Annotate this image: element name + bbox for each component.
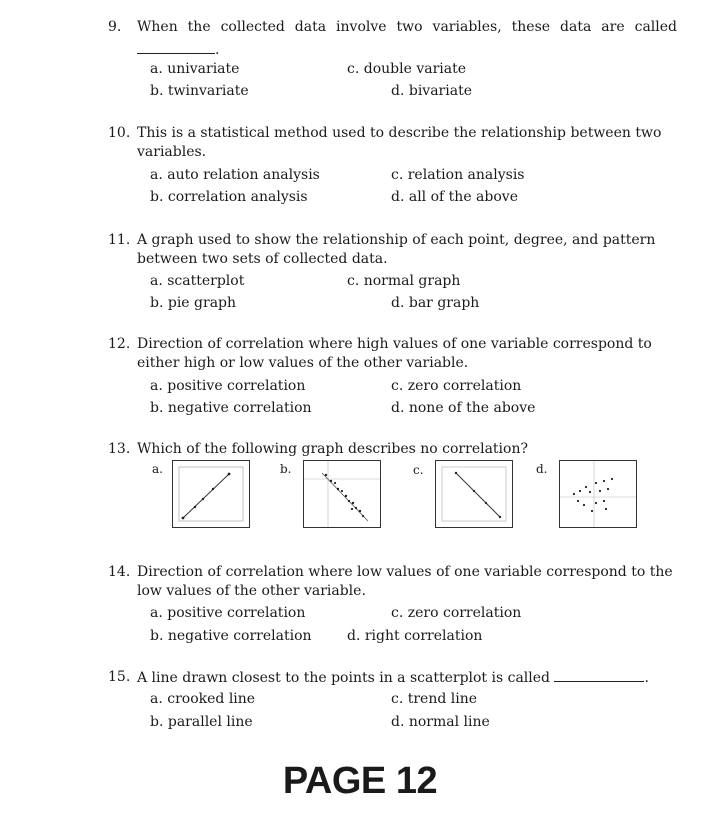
question-number: 9. [108, 19, 122, 35]
option-c[interactable]: c. double variate [347, 61, 467, 77]
option-a[interactable]: a. auto relation analysis [150, 167, 320, 183]
blank-suffix: . [644, 670, 649, 686]
question-number: 13. [108, 441, 131, 457]
option-c[interactable]: c. zero correlation [391, 605, 522, 621]
option-d[interactable]: d. bivariate [391, 83, 472, 99]
graph-option-c[interactable] [435, 460, 513, 528]
option-a[interactable]: a. crooked line [150, 691, 256, 707]
option-d[interactable]: d. normal line [391, 714, 490, 730]
option-c[interactable]: c. trend line [391, 691, 478, 707]
positive-correlation-graph-icon [173, 461, 249, 527]
question-text: A graph used to show the relationship of each point, degree, and pattern between two sets of collected data. [137, 232, 656, 267]
question-text: Which of the following graph describes no correlation? [137, 441, 528, 457]
graph-option-d[interactable] [559, 460, 637, 528]
option-d[interactable]: d. all of the above [391, 189, 518, 205]
blank-suffix: . [215, 42, 220, 58]
answer-blank[interactable] [137, 40, 215, 54]
no-correlation-graph-icon [560, 461, 636, 527]
question-number: 10. [108, 125, 131, 141]
option-b[interactable]: b. negative correlation [150, 628, 312, 644]
option-b[interactable]: b. parallel line [150, 714, 253, 730]
graph-label-a: a. [152, 462, 163, 476]
option-d[interactable]: d. bar graph [391, 295, 480, 311]
graph-option-a[interactable] [172, 460, 250, 528]
question-text: Direction of correlation where low values of one variable correspond to the low values of the other variable. [137, 564, 673, 599]
negative-scatter-graph-icon [304, 461, 380, 527]
question-number: 14. [108, 564, 131, 580]
graph-option-b[interactable] [303, 460, 381, 528]
option-b[interactable]: b. pie graph [150, 295, 237, 311]
option-b[interactable]: b. twinvariate [150, 83, 249, 99]
question-text: Direction of correlation where high values of one variable correspond to either high or low values of the other variable. [137, 336, 652, 371]
option-a[interactable]: a. positive correlation [150, 378, 306, 394]
negative-line-graph-icon [436, 461, 512, 527]
question-number: 15. [108, 669, 131, 685]
option-b[interactable]: b. negative correlation [150, 400, 312, 416]
option-a[interactable]: a. scatterplot [150, 273, 245, 289]
question-number: 12. [108, 336, 131, 352]
option-c[interactable]: c. relation analysis [391, 167, 525, 183]
option-a[interactable]: a. univariate [150, 61, 240, 77]
option-d[interactable]: d. right correlation [347, 628, 483, 644]
question-text: This is a statistical method used to describe the relationship between two variables. [137, 125, 662, 160]
question-number: 11. [108, 232, 131, 248]
graph-label-c: c. [413, 463, 424, 477]
question-text: A line drawn closest to the points in a scatterplot is called [137, 670, 551, 686]
option-d[interactable]: d. none of the above [391, 400, 536, 416]
option-c[interactable]: c. zero correlation [391, 378, 522, 394]
graph-label-b: b. [280, 462, 292, 476]
page-number-label: PAGE 12 [282, 760, 438, 802]
option-b[interactable]: b. correlation analysis [150, 189, 308, 205]
graph-label-d: d. [536, 462, 548, 476]
option-c[interactable]: c. normal graph [347, 273, 461, 289]
option-a[interactable]: a. positive correlation [150, 605, 306, 621]
question-text: When the collected data involve two variables, these data are called [137, 19, 677, 35]
answer-blank[interactable] [554, 668, 644, 682]
